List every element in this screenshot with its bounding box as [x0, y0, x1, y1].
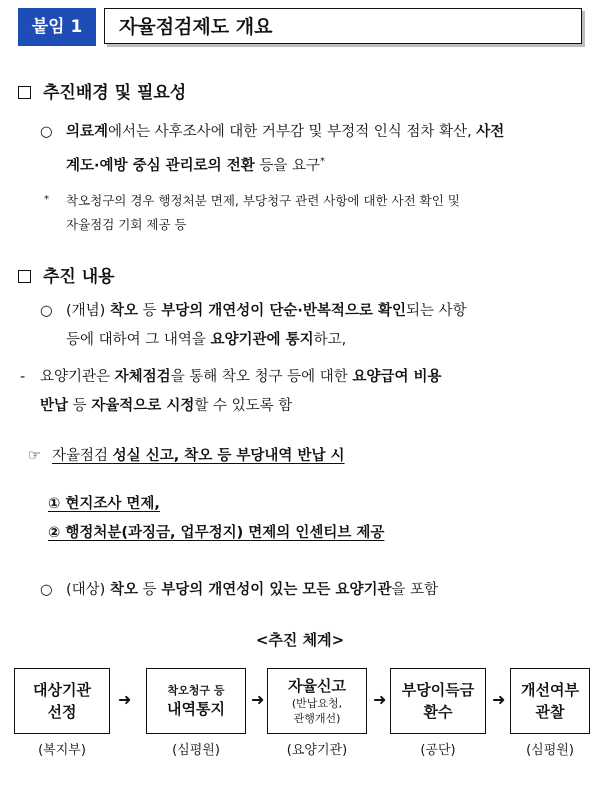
arrow-right-icon: ➜: [118, 690, 132, 709]
flow-step-org: (심평원): [172, 743, 220, 758]
section-title: 추진 내용: [43, 267, 115, 287]
arrow-right-icon: ➜: [373, 690, 387, 709]
square-bullet-icon: [18, 270, 31, 283]
page-title: 자율점검제도 개요: [104, 8, 582, 44]
incentive-item: ② 행정처분(과징금, 업무정지) 면제의 인센티브 제공: [48, 525, 385, 541]
dash-bullet-icon: -: [20, 369, 26, 385]
section-heading-background: [18, 78, 186, 103]
flow-step-monitor: 개선여부 관찰: [510, 668, 590, 734]
pointing-hand-icon: ☞: [28, 448, 41, 464]
asterisk-icon: *: [44, 194, 49, 205]
arrow-right-icon: ➜: [251, 690, 265, 709]
section-title: 추진배경 및 필요성: [43, 83, 187, 103]
incentive-condition: ☞ 자율점검 성실 신고, 착오 등 부당내역 반납 시: [28, 442, 345, 471]
square-bullet-icon: [18, 86, 31, 99]
flow-step-org: (심평원): [526, 743, 574, 758]
background-footnote: * 착오청구의 경우 행정처분 면제, 부당청구 관련 사항에 대한 사전 확인 및 자율점검 기회 제공 등: [44, 188, 594, 237]
flow-step-org: (복지부): [38, 743, 86, 758]
concept-paragraph: ○ (개념) 착오 등 부당의 개연성이 단순·반복적으로 확인되는 사항 등에 대하여 그 내역을 요양기관에 통지하고, - 요양기관은 자체점검을 통해 착오 청구 등에 대한 요양급여 비용 반납 등 자율적으로 시정할 수 있도록 함: [20, 297, 590, 421]
target-paragraph: ○ (대상) 착오 등 부당의 개연성이 있는 모든 요양기관을 포함: [40, 576, 438, 605]
section-heading-content: [18, 262, 115, 287]
attachment-badge: 붙임 1: [18, 8, 96, 46]
arrow-right-icon: ➜: [492, 690, 506, 709]
circle-bullet-icon: ○: [40, 124, 53, 140]
flow-step-recover: 부당이득금 환수: [390, 668, 486, 734]
flow-step-org: (요양기관): [286, 743, 348, 758]
circle-bullet-icon: ○: [40, 303, 53, 319]
circle-bullet-icon: ○: [40, 582, 53, 598]
background-paragraph: ○ 의료계에서는 사후조사에 대한 거부감 및 부정적 인식 점차 확산, 사전 계도·예방 중심 관리로의 전환 등을 요구*: [40, 118, 590, 181]
flow-step-select: 대상기관 선정: [14, 668, 110, 734]
incentive-list: [48, 490, 384, 548]
flow-step-report: 자율신고 (반납요청, 관행개선): [267, 668, 367, 734]
flow-title: <추진 체계>: [255, 631, 345, 649]
flow-step-org: (공단): [420, 743, 456, 758]
incentive-item: ① 현지조사 면제,: [48, 496, 160, 512]
flow-step-notify: 착오청구 등 내역통지: [146, 668, 246, 734]
